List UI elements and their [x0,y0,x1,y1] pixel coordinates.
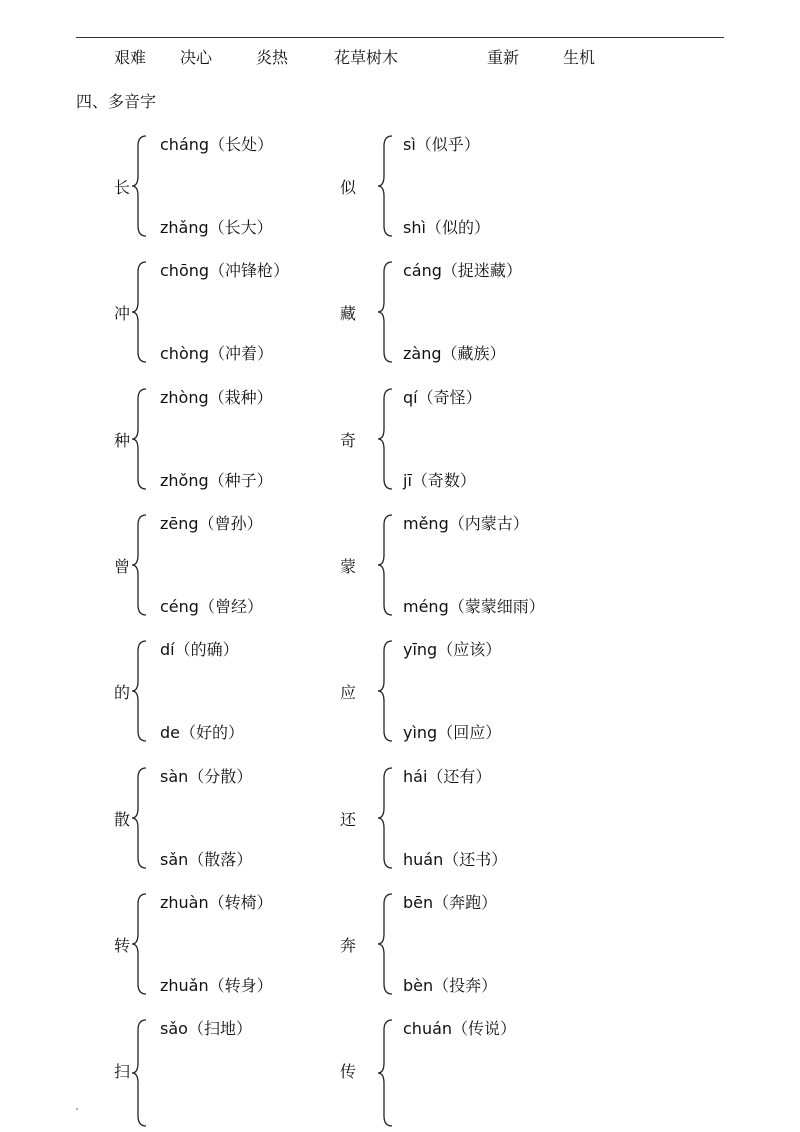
polyphone-reading [160,596,263,618]
polyphone-entry [340,766,670,876]
paren-open: （ [441,344,458,364]
paren-close: ） [256,387,273,407]
polyphone-reading [160,387,273,409]
pinyin: chōng [160,261,210,281]
paren-open: （ [417,387,434,407]
paren-close: ） [273,261,290,281]
polyphone-entry [340,1018,670,1128]
paren-close: ） [465,387,482,407]
polyphone-entry [340,513,670,623]
polyphone-reading [403,343,506,365]
paren-open: （ [415,135,432,154]
paren-close: ） [481,975,498,995]
example-word: 似乎 [431,135,464,154]
polyphone-reading [160,1018,252,1040]
paren-open: （ [448,513,465,533]
pinyin: sǎo [160,1019,188,1039]
polyphone-reading [403,975,497,997]
polyphone-entry [340,134,670,244]
polyphone-reading [160,766,252,788]
paren-open: （ [208,975,225,995]
paren-close: ） [485,723,502,743]
paren-close: ） [228,723,245,743]
polyphone-reading [403,260,522,282]
example-word: 扫地 [203,1019,236,1039]
example-word: 蒙蒙细雨 [464,596,529,616]
example-word: 藏族 [457,344,490,364]
polyphone-char: 散 [114,809,131,829]
paren-close: ） [505,261,522,281]
example-word: 转身 [224,975,257,995]
paren-open: （ [209,344,226,364]
polyphone-reading [160,639,239,661]
polyphone-char: 似 [340,178,357,197]
section-title: 四、多音字 [76,92,157,111]
paren-open: （ [433,892,450,912]
paren-open: （ [452,1019,469,1039]
polyphone-reading [403,217,490,239]
polyphone-reading [160,217,273,239]
pinyin: cáng [403,261,442,281]
paren-close: ） [256,218,273,237]
polyphone-reading [160,849,252,871]
paren-open: （ [411,470,428,490]
polyphone-char: 蒙 [340,556,357,576]
polyphone-reading [403,722,501,744]
pinyin: sǎn [160,849,189,869]
polyphone-char: 还 [340,809,357,829]
pinyin: zhòng [160,387,209,407]
paren-close: ） [489,344,506,364]
pinyin: méng [403,596,449,616]
paren-close: ） [236,766,253,786]
paren-open: （ [443,849,460,869]
paren-open: （ [198,596,215,616]
pinyin: sàn [160,766,189,786]
example-word: 分散 [204,766,237,786]
paren-close: ） [246,513,263,533]
polyphone-entry [340,892,670,1002]
paren-open: （ [188,766,205,786]
example-word: 捉迷藏 [457,261,506,281]
polyphone-entry [340,387,670,497]
polyphone-reading [160,975,273,997]
example-word: 还有 [443,766,476,786]
polyphone-char: 曾 [114,556,131,576]
paren-open: （ [208,387,225,407]
paren-open: （ [188,849,205,869]
paren-open: （ [198,513,215,533]
polyphone-char: 转 [114,935,131,955]
polyphone-reading [403,387,482,409]
word-item: 艰难 [114,48,147,67]
polyphone-reading [403,470,476,492]
example-word: 冲锋枪 [225,261,274,281]
paren-close: ） [463,135,480,154]
paren-close: ） [256,975,273,995]
paren-close: ） [235,1019,252,1039]
pinyin: huán [403,849,444,869]
example-word: 的确 [190,640,223,660]
polyphone-reading [403,892,497,914]
example-word: 奔跑 [449,892,482,912]
paren-open: （ [208,892,225,912]
paren-open: （ [209,261,226,281]
example-word: 长大 [224,218,257,237]
word-item: 决心 [180,48,213,67]
example-word: 散落 [204,849,237,869]
example-word: 种子 [224,470,257,490]
pinyin: sì [403,135,416,154]
pinyin: zhǎng [160,218,209,237]
polyphone-reading [403,1018,516,1040]
pinyin: qí [403,387,418,407]
example-word: 好的 [196,723,229,743]
paren-close: ） [246,596,263,616]
example-word: 奇怪 [433,387,466,407]
paren-open: （ [441,261,458,281]
paren-close: ） [475,766,492,786]
paren-close: ） [222,640,239,660]
polyphone-reading [160,470,273,492]
page-mark [76,1108,78,1110]
word-item: 重新 [487,48,520,67]
pinyin: chòng [160,344,210,364]
paren-close: ） [491,849,508,869]
pinyin: zhuàn [160,892,209,912]
example-word: 回应 [453,723,486,743]
polyphone-entry [340,639,670,749]
paren-close: ） [256,470,273,490]
pinyin: de [160,723,180,743]
polyphone-char: 冲 [114,304,131,324]
paren-close: ） [256,892,273,912]
paren-open: （ [180,723,197,743]
pinyin: chuán [403,1019,453,1039]
polyphone-char: 应 [340,683,357,703]
polyphone-char: 扫 [114,1062,131,1082]
paren-close: ） [473,218,490,237]
paren-open: （ [425,218,442,237]
pinyin: zhuǎn [160,975,209,995]
polyphone-char: 奔 [340,935,357,955]
polyphone-reading [403,639,501,661]
polyphone-char: 奇 [340,430,357,450]
paren-close: ） [257,135,274,154]
polyphone-char: 传 [340,1062,357,1082]
example-word: 奇数 [427,470,460,490]
paren-close: ） [257,344,274,364]
example-word: 转椅 [224,892,257,912]
pinyin: cháng [160,135,210,154]
example-word: 长处 [225,135,258,154]
polyphone-reading [403,513,529,535]
polyphone-reading [403,849,507,871]
polyphone-reading [160,134,273,156]
pinyin: zhǒng [160,470,209,490]
paren-close: ） [500,1019,517,1039]
paren-open: （ [209,135,226,154]
paren-open: （ [208,218,225,237]
paren-open: （ [437,640,454,660]
pinyin: céng [160,596,199,616]
example-word: 曾孙 [214,513,247,533]
paren-close: ） [459,470,476,490]
polyphone-reading [160,513,263,535]
paren-close: ） [485,640,502,660]
polyphone-char: 藏 [340,304,357,324]
pinyin: yìng [403,723,438,743]
example-word: 曾经 [214,596,247,616]
word-item: 炎热 [256,48,289,67]
pinyin: jī [403,470,412,490]
polyphone-char: 种 [114,430,131,450]
polyphone-reading [160,722,244,744]
example-word: 栽种 [224,387,257,407]
example-word: 传说 [468,1019,501,1039]
polyphone-reading [403,134,480,156]
example-word: 内蒙古 [464,513,513,533]
paren-open: （ [208,470,225,490]
paren-open: （ [437,723,454,743]
pinyin: dí [160,640,175,660]
paren-close: ） [236,849,253,869]
pinyin: zàng [403,344,442,364]
pinyin: zēng [160,513,199,533]
paren-close: ） [481,892,498,912]
polyphone-entry [340,260,670,370]
paren-open: （ [174,640,191,660]
example-word: 应该 [453,640,486,660]
pinyin: měng [403,513,449,533]
paren-close: ） [512,513,529,533]
polyphone-reading [160,343,273,365]
paren-open: （ [187,1019,204,1039]
example-word: 冲着 [225,344,258,364]
paren-close: ） [528,596,545,616]
polyphone-reading [403,766,491,788]
polyphone-reading [160,260,289,282]
pinyin: bēn [403,892,434,912]
pinyin: hái [403,766,428,786]
paren-open: （ [448,596,465,616]
example-word: 似的 [441,218,474,237]
word-item: 生机 [563,48,596,67]
example-word: 投奔 [449,975,482,995]
pinyin: yīng [403,640,438,660]
word-item: 花草树木 [334,48,399,67]
example-word: 还书 [459,849,492,869]
top-rule [76,37,724,38]
polyphone-reading [403,596,545,618]
paren-open: （ [433,975,450,995]
polyphone-char: 长 [114,178,131,197]
polyphone-reading [160,892,273,914]
polyphone-char: 的 [114,683,131,703]
pinyin: shì [403,218,426,237]
pinyin: bèn [403,975,434,995]
paren-open: （ [427,766,444,786]
